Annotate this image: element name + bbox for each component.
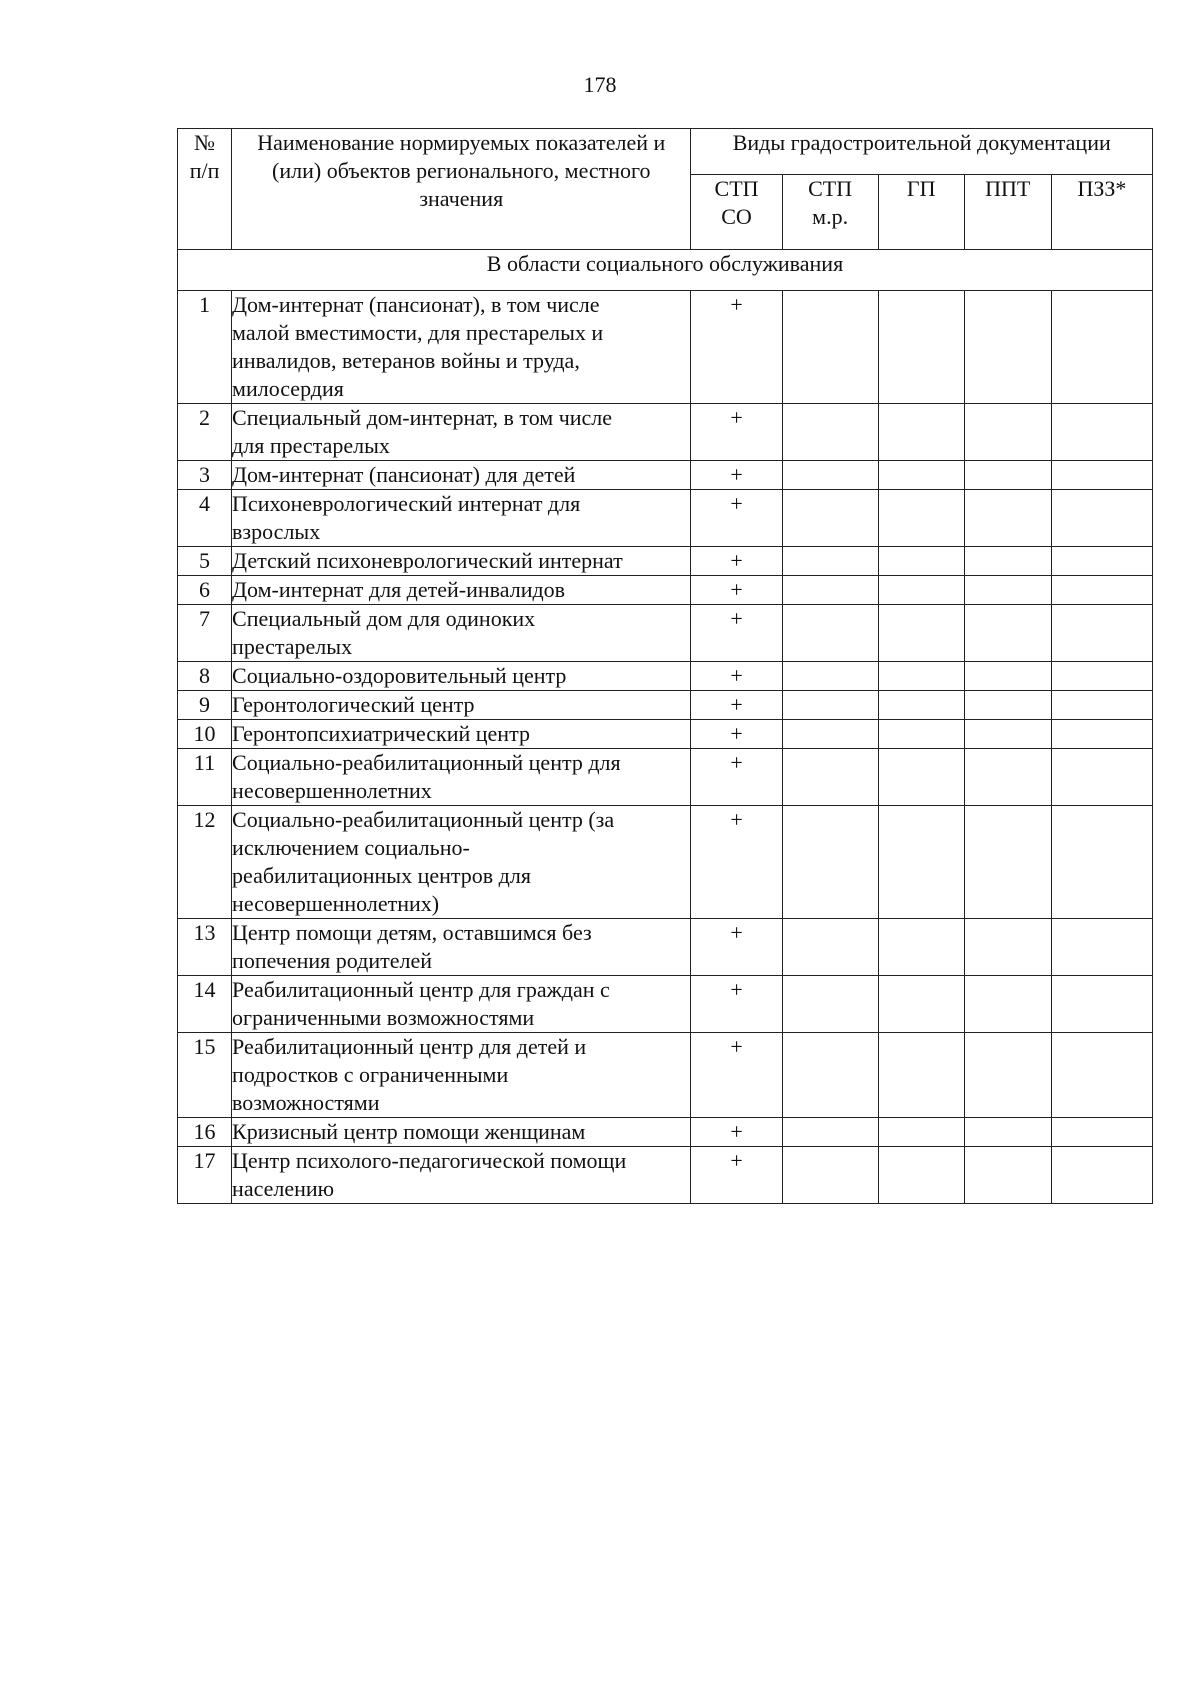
row-mark-stp-so: + xyxy=(691,1147,782,1204)
row-cell-pzz xyxy=(1051,576,1152,605)
row-cell-pzz xyxy=(1051,404,1152,461)
header-doc-gp: ГП xyxy=(878,174,964,249)
row-cell-stp-mr xyxy=(782,691,878,720)
table-row xyxy=(178,919,1153,976)
row-cell-stp-mr xyxy=(782,547,878,576)
table-row xyxy=(178,404,1153,461)
table-row xyxy=(178,291,1153,404)
row-cell-pzz xyxy=(1051,919,1152,976)
row-mark-stp-so: + xyxy=(691,461,782,490)
header-number: № п/п xyxy=(178,129,232,250)
row-name: Дом-интернат (пансионат) для детей xyxy=(232,461,691,490)
row-number: 13 xyxy=(178,919,232,976)
table-row xyxy=(178,547,1153,576)
row-number: 8 xyxy=(178,662,232,691)
norms-table xyxy=(177,128,1153,1204)
row-cell-gp xyxy=(878,291,964,404)
row-name: Геронтопсихиатрический центр xyxy=(232,720,691,749)
row-cell-stp-mr xyxy=(782,1033,878,1118)
row-cell-ppt xyxy=(964,605,1051,662)
row-cell-pzz xyxy=(1051,749,1152,806)
row-cell-ppt xyxy=(964,547,1051,576)
table-row xyxy=(178,662,1153,691)
row-cell-ppt xyxy=(964,461,1051,490)
row-number: 1 xyxy=(178,291,232,404)
row-mark-stp-so: + xyxy=(691,976,782,1033)
header-doc-stp-mr: СТП м.р. xyxy=(782,174,878,249)
row-cell-gp xyxy=(878,404,964,461)
row-number: 12 xyxy=(178,806,232,919)
header-doc-pzz: ПЗЗ* xyxy=(1051,174,1152,249)
row-cell-ppt xyxy=(964,1147,1051,1204)
row-cell-ppt xyxy=(964,662,1051,691)
section-title: В области социального обслуживания xyxy=(178,250,1153,291)
row-mark-stp-so: + xyxy=(691,404,782,461)
row-mark-stp-so: + xyxy=(691,291,782,404)
row-name: Социально-оздоровительный центр xyxy=(232,662,691,691)
row-cell-stp-mr xyxy=(782,749,878,806)
row-number: 5 xyxy=(178,547,232,576)
table-row xyxy=(178,1118,1153,1147)
row-cell-ppt xyxy=(964,691,1051,720)
row-cell-stp-mr xyxy=(782,1147,878,1204)
row-cell-stp-mr xyxy=(782,404,878,461)
header-doc-stp-so: СТП СО xyxy=(691,174,782,249)
row-name: Дом-интернат для детей-инвалидов xyxy=(232,576,691,605)
row-cell-pzz xyxy=(1051,605,1152,662)
row-mark-stp-so: + xyxy=(691,605,782,662)
row-name: Социально-реабилитационный центр (за исключением социально- реабилитационных центров для несовершеннолетних) xyxy=(232,806,691,919)
row-number: 15 xyxy=(178,1033,232,1118)
row-name: Центр помощи детям, оставшимся без попечения родителей xyxy=(232,919,691,976)
row-cell-stp-mr xyxy=(782,720,878,749)
row-number: 7 xyxy=(178,605,232,662)
row-name: Центр психолого-педагогической помощи населению xyxy=(232,1147,691,1204)
row-mark-stp-so: + xyxy=(691,806,782,919)
header-document-types: Виды градостроительной документации xyxy=(691,129,1153,175)
table-row xyxy=(178,461,1153,490)
row-cell-stp-mr xyxy=(782,976,878,1033)
row-cell-gp xyxy=(878,1033,964,1118)
table-row xyxy=(178,490,1153,547)
row-cell-stp-mr xyxy=(782,576,878,605)
row-number: 4 xyxy=(178,490,232,547)
table-body xyxy=(178,250,1153,1204)
row-mark-stp-so: + xyxy=(691,919,782,976)
row-cell-stp-mr xyxy=(782,1118,878,1147)
row-number: 14 xyxy=(178,976,232,1033)
row-cell-stp-mr xyxy=(782,605,878,662)
table-row xyxy=(178,749,1153,806)
row-cell-gp xyxy=(878,806,964,919)
row-cell-pzz xyxy=(1051,490,1152,547)
table-row xyxy=(178,1147,1153,1204)
row-name: Специальный дом-интернат, в том числе для престарелых xyxy=(232,404,691,461)
table-row xyxy=(178,576,1153,605)
row-number: 9 xyxy=(178,691,232,720)
row-cell-gp xyxy=(878,490,964,547)
row-cell-pzz xyxy=(1051,461,1152,490)
row-cell-ppt xyxy=(964,806,1051,919)
row-mark-stp-so: + xyxy=(691,547,782,576)
row-cell-gp xyxy=(878,749,964,806)
row-cell-gp xyxy=(878,461,964,490)
row-name: Психоневрологический интернат для взрослых xyxy=(232,490,691,547)
row-number: 6 xyxy=(178,576,232,605)
page-number: 178 xyxy=(583,72,617,97)
row-cell-pzz xyxy=(1051,291,1152,404)
row-name: Реабилитационный центр для детей и подростков с ограниченными возможностями xyxy=(232,1033,691,1118)
row-mark-stp-so: + xyxy=(691,490,782,547)
row-cell-pzz xyxy=(1051,1033,1152,1118)
row-cell-gp xyxy=(878,605,964,662)
row-name: Дом-интернат (пансионат), в том числе малой вместимости, для престарелых и инвалидов, ветеранов войны и труда, милосердия xyxy=(232,291,691,404)
row-cell-gp xyxy=(878,720,964,749)
row-mark-stp-so: + xyxy=(691,749,782,806)
row-number: 10 xyxy=(178,720,232,749)
row-cell-stp-mr xyxy=(782,291,878,404)
row-name: Специальный дом для одиноких престарелых xyxy=(232,605,691,662)
row-cell-stp-mr xyxy=(782,806,878,919)
row-cell-pzz xyxy=(1051,806,1152,919)
row-cell-pzz xyxy=(1051,547,1152,576)
row-cell-ppt xyxy=(964,1118,1051,1147)
row-cell-gp xyxy=(878,1147,964,1204)
row-name: Социально-реабилитационный центр для несовершеннолетних xyxy=(232,749,691,806)
table-row xyxy=(178,720,1153,749)
row-name: Кризисный центр помощи женщинам xyxy=(232,1118,691,1147)
row-cell-pzz xyxy=(1051,662,1152,691)
row-number: 3 xyxy=(178,461,232,490)
row-cell-gp xyxy=(878,547,964,576)
table-row xyxy=(178,691,1153,720)
row-cell-gp xyxy=(878,919,964,976)
row-cell-pzz xyxy=(1051,1147,1152,1204)
row-cell-gp xyxy=(878,976,964,1033)
row-number: 16 xyxy=(178,1118,232,1147)
row-number: 2 xyxy=(178,404,232,461)
row-mark-stp-so: + xyxy=(691,1118,782,1147)
row-cell-pzz xyxy=(1051,691,1152,720)
row-cell-pzz xyxy=(1051,976,1152,1033)
row-cell-gp xyxy=(878,576,964,605)
table-row xyxy=(178,1033,1153,1118)
row-cell-ppt xyxy=(964,919,1051,976)
row-cell-ppt xyxy=(964,490,1051,547)
header-name: Наименование нормируемых показателей и (или) объектов регионального, местного значения xyxy=(232,129,691,250)
row-cell-gp xyxy=(878,1118,964,1147)
row-mark-stp-so: + xyxy=(691,662,782,691)
row-number: 17 xyxy=(178,1147,232,1204)
row-cell-gp xyxy=(878,662,964,691)
row-mark-stp-so: + xyxy=(691,691,782,720)
row-cell-ppt xyxy=(964,291,1051,404)
row-number: 11 xyxy=(178,749,232,806)
table-row xyxy=(178,806,1153,919)
row-cell-stp-mr xyxy=(782,662,878,691)
header-doc-ppt: ППТ xyxy=(964,174,1051,249)
row-cell-ppt xyxy=(964,404,1051,461)
row-cell-ppt xyxy=(964,1033,1051,1118)
row-cell-ppt xyxy=(964,749,1051,806)
row-cell-ppt xyxy=(964,976,1051,1033)
row-cell-pzz xyxy=(1051,720,1152,749)
row-mark-stp-so: + xyxy=(691,720,782,749)
table-header xyxy=(178,129,1153,250)
row-cell-gp xyxy=(878,691,964,720)
row-name: Детский психоневрологический интернат xyxy=(232,547,691,576)
row-cell-stp-mr xyxy=(782,490,878,547)
row-cell-ppt xyxy=(964,720,1051,749)
row-cell-stp-mr xyxy=(782,461,878,490)
row-mark-stp-so: + xyxy=(691,576,782,605)
table-row xyxy=(178,605,1153,662)
row-cell-pzz xyxy=(1051,1118,1152,1147)
row-name: Геронтологический центр xyxy=(232,691,691,720)
row-cell-stp-mr xyxy=(782,919,878,976)
row-name: Реабилитационный центр для граждан с ограниченными возможностями xyxy=(232,976,691,1033)
table-row xyxy=(178,976,1153,1033)
row-mark-stp-so: + xyxy=(691,1033,782,1118)
row-cell-ppt xyxy=(964,576,1051,605)
